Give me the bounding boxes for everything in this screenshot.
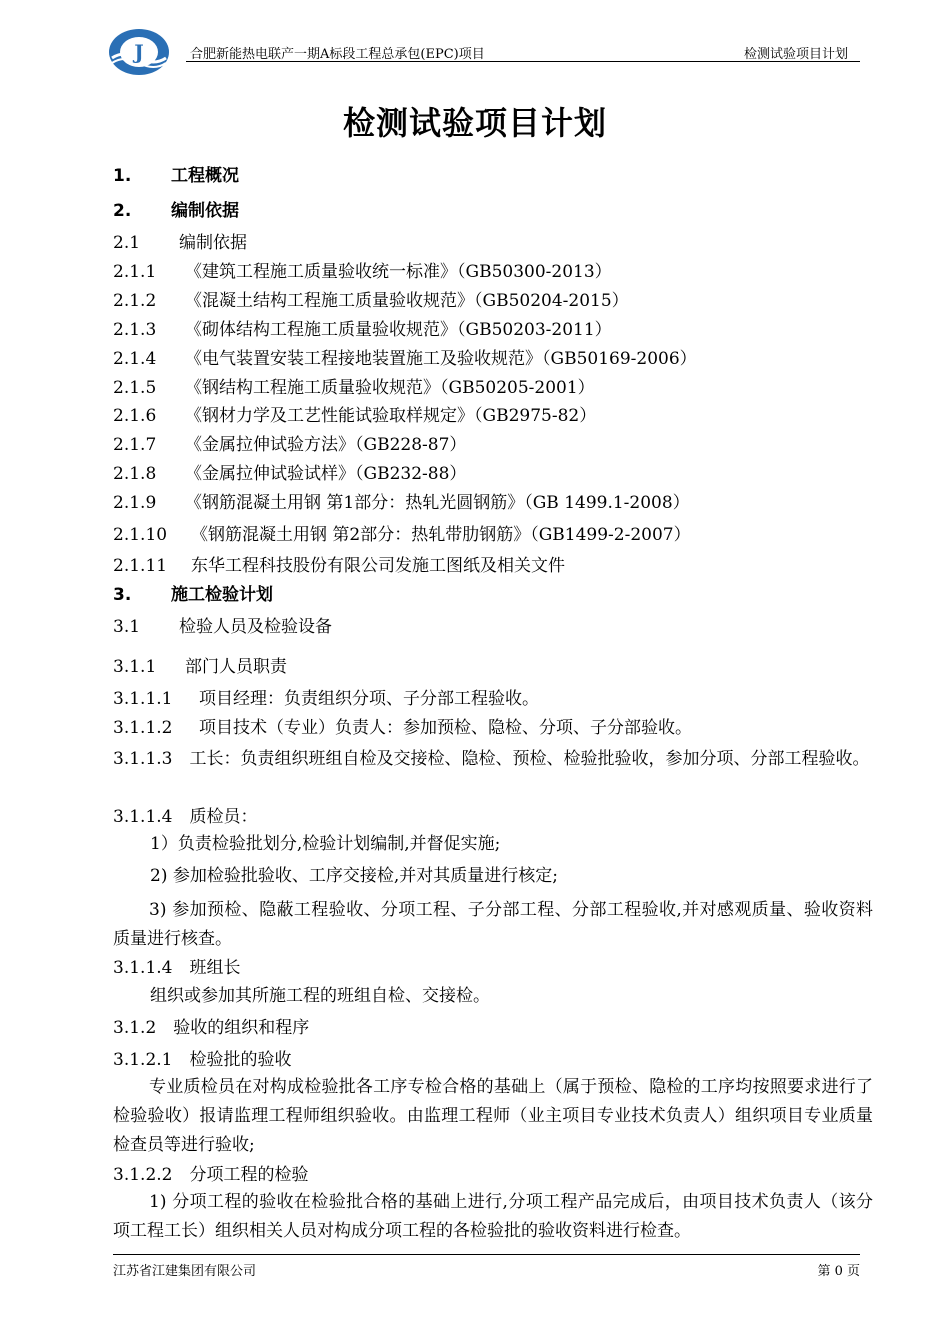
paragraph-3113: 3.1.1.3 工长：负责组织班组自检及交接检、隐检、预检、检验批验收，参加分项、分部工程验收。 [113, 749, 870, 769]
line-3122: 3.1.2.2 分项工程的检验 [113, 1165, 309, 1185]
section-line [113, 656, 287, 678]
section-number: 2.1.6 [113, 406, 157, 426]
section-text: 《钢结构工程施工质量验收规范》（GB50205-2001） [185, 378, 595, 398]
paragraph-3122: 1) 分项工程的验收在检验批合格的基础上进行,分项工程产品完成后，由项目技术负责人（该分项工程工长）组织相关人员对构成分项工程的各检验批的验收资料进行检查。 [113, 1192, 873, 1241]
section-line [113, 261, 612, 283]
section-number: 2.1.3 [113, 320, 157, 340]
duty-item-2: 2) 参加检验批验收、工序交接检,并对其质量进行核定; [150, 866, 558, 886]
section-line [113, 200, 239, 222]
logo-letter: J [134, 40, 144, 64]
section-line [113, 688, 539, 710]
duty-item-1: 1）负责检验批划分,检验计划编制,并督促实施; [150, 834, 501, 854]
section-line [113, 319, 612, 341]
footer-rule [113, 1254, 860, 1255]
section-text: 东华工程科技股份有限公司发施工图纸及相关文件 [191, 556, 565, 576]
section-line [113, 616, 332, 638]
section-line [113, 584, 273, 606]
section-number: 2.1.5 [113, 378, 157, 398]
section-text: 施工检验计划 [171, 585, 273, 605]
section-text: 《金属拉伸试验方法》（GB228-87） [185, 435, 467, 455]
section-text: 《建筑工程施工质量验收统一标准》（GB50300-2013） [185, 262, 612, 282]
section-number: 2.1.10 [113, 525, 168, 545]
line-3114b: 3.1.1.4 班组长 [113, 958, 241, 978]
section-line [113, 555, 565, 577]
header-rule [186, 61, 860, 62]
paragraph-3121: 专业质检员在对构成检验批各工序专检合格的基础上（属于预检、隐检的工序均按照要求进行了检验验收）报请监理工程师组织验收。由监理工程师（业主项目专业技术负责人）组织项目专业质量检查员等进行验收; [113, 1077, 873, 1155]
section-line [113, 717, 692, 739]
section-line [113, 463, 466, 485]
section-number: 2.1.7 [113, 435, 157, 455]
section-line [113, 524, 691, 546]
section-text: 《砌体结构工程施工质量验收规范》（GB50203-2011） [185, 320, 612, 340]
section-number: 2.1.2 [113, 291, 157, 311]
section-text: 《电气装置安装工程接地装置施工及验收规范》（GB50169-2006） [185, 349, 697, 369]
section-text: 编制依据 [179, 233, 247, 253]
page-title: 检测试验项目计划 [342, 104, 607, 142]
section-line [113, 290, 629, 312]
line-312: 3.1.2 验收的组织和程序 [113, 1018, 310, 1038]
section-text: 部门人员职责 [185, 657, 287, 677]
section-number: 2.1.1 [113, 262, 157, 282]
section-number: 2.1.9 [113, 493, 157, 513]
section-line [113, 405, 596, 427]
section-line [113, 232, 247, 254]
header-doc-name: 检测试验项目计划 [743, 47, 848, 62]
section-line [113, 165, 239, 187]
section-text: 项目技术（专业）负责人：参加预检、隐检、分项、子分部验收。 [199, 718, 692, 738]
footer-page-number: 第 0 页 [817, 1264, 860, 1279]
section-text: 编制依据 [171, 201, 239, 221]
section-number: 3.1 [113, 617, 141, 637]
section-number: 2.1.8 [113, 464, 157, 484]
section-number: 3.1.1.2 [113, 718, 173, 738]
section-text: 《金属拉伸试验试样》（GB232-88） [185, 464, 467, 484]
duty-item-3: 3) 参加预检、隐蔽工程验收、分项工程、子分部工程、分部工程验收,并对感观质量、验收资料质量进行核查。 [113, 900, 873, 949]
section-line [113, 492, 690, 514]
header-project-name: 合肥新能热电联产一期A标段工程总承包(EPC)项目 [190, 47, 485, 62]
section-number: 2.1 [113, 233, 141, 253]
duty-item-4: 组织或参加其所施工程的班组自检、交接检。 [150, 986, 490, 1006]
line-3114: 3.1.1.4 质检员： [113, 807, 258, 827]
company-logo-icon [108, 28, 170, 76]
section-number: 2.1.11 [113, 556, 168, 576]
footer-company: 江苏省江建集团有限公司 [113, 1264, 257, 1279]
section-text: 《钢材力学及工艺性能试验取样规定》（GB2975-82） [185, 406, 597, 426]
section-line [113, 434, 466, 456]
section-number: 2. [113, 201, 132, 221]
section-text: 《钢筋混凝土用钢 第2部分：热轧带肋钢筋》（GB1499-2-2007） [191, 525, 691, 545]
page-header [108, 28, 860, 76]
section-text: 《混凝土结构工程施工质量验收规范》（GB50204-2015） [185, 291, 629, 311]
section-text: 项目经理：负责组织分项、子分部工程验收。 [199, 689, 539, 709]
section-line [113, 377, 595, 399]
section-number: 3. [113, 585, 132, 605]
line-3121: 3.1.2.1 检验批的验收 [113, 1050, 292, 1070]
section-number: 3.1.1 [113, 657, 157, 677]
section-text: 《钢筋混凝土用钢 第1部分：热轧光圆钢筋》（GB 1499.1-2008） [185, 493, 690, 513]
section-text: 检验人员及检验设备 [179, 617, 332, 637]
section-number: 1. [113, 166, 132, 186]
section-number: 2.1.4 [113, 349, 157, 369]
section-line [113, 348, 697, 370]
section-text: 工程概况 [171, 166, 239, 186]
section-number: 3.1.1.1 [113, 689, 173, 709]
